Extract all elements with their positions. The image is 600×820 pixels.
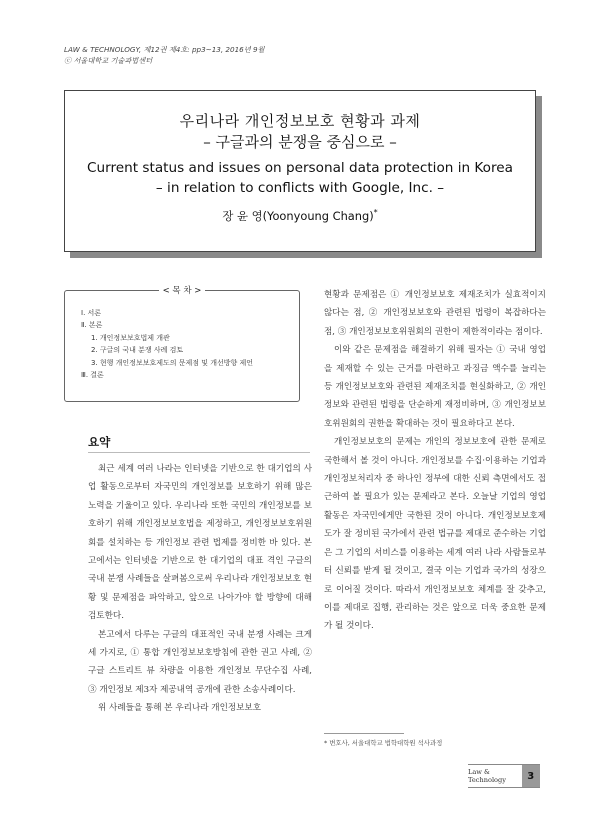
footnote-divider (324, 733, 404, 734)
author-footnote-mark: * (373, 208, 378, 218)
abstract-paragraph: 현황과 문제점은 ① 개인정보보호 제재조치가 실효적이지 않다는 점, ② 개인정보보호와 관련된 법령이 복잡하다는 점, ③ 개인정보보호위원회의 권한이 제한적이라는 점이다. (324, 290, 546, 337)
abstract-paragraph: 최근 세계 여러 나라는 인터넷을 기반으로 한 대기업의 사업 활동으로부터 자국민의 개인정보를 보호하기 위해 많은 노력을 기울이고 있다. 우리나라 또한 국민의 개인정보를 보호하기 위해 개인정보보호법을 제정하고, 개인정보보호위원회를 설치하는 등 개인정보 관련 법제를 정비한 바 있다. 본고에서는 인터넷을 기반으로 한 대기업의 대표 격인 구글의 국내 분쟁 사례들을 살펴봄으로써 우리나라 개인정보보호 현황 및 문제점을 파악하고, 앞으로 나아가야 할 방향에 대해 검토한다. (88, 464, 312, 622)
abstract-paragraph: 위 사례들을 통해 본 우리나라 개인정보보호 (98, 703, 262, 714)
author-footnote: * 변호사, 서울대학교 법학대학원 석사과정 (324, 739, 443, 747)
author-name: 장 윤 영(Yoonyoung Chang) (222, 209, 374, 223)
table-of-contents (64, 286, 300, 402)
toc-item: 2. 구글의 국내 분쟁 사례 검토 (91, 346, 184, 355)
journal-meta (64, 44, 264, 66)
abstract-heading: 요약 (88, 435, 111, 449)
abstract-paragraph: 이와 같은 문제점을 해결하기 위해 필자는 ① 국내 영업을 제재할 수 있는 근거를 마련하고 과징금 액수를 늘리는 등 개인정보보호와 관련된 제재조치를 현실화하고, ② 개인정보와 관련된 법령을 단순하게 재정비하며, ③ 개인정보보호위원회의 권한을 확대하는 것이 필요하다고 본다. (324, 345, 546, 429)
abstract-paragraph: 본고에서 다루는 구글의 대표적인 국내 분쟁 사례는 크게 세 가지로, ① 통합 개인정보보호방침에 관한 권고 사례, ② 구글 스트리트 뷰 차량을 이용한 개인정보 무단수집 사례, ③ 개인정보 제3자 제공내역 공개에 관한 소송사례이다. (88, 629, 312, 695)
title-box (64, 90, 536, 252)
abstract-column-left (88, 460, 312, 718)
author-line (65, 208, 535, 224)
korean-subtitle: – 구글과의 분쟁을 중심으로 – (203, 133, 397, 151)
toc-item: 1. 개인정보보호법제 개관 (91, 333, 170, 342)
toc-item: Ⅰ. 서론 (81, 309, 102, 317)
korean-title: 우리나라 개인정보보호 현황과 과제 (179, 112, 421, 130)
footer-journal-label: Law & Technology (468, 768, 506, 784)
toc-heading: < 목 차 > (159, 286, 206, 296)
abstract-divider (88, 452, 310, 453)
journal-citation: LAW & TECHNOLOGY, 제12권 제4호: pp3~13, 2016년 9월 (64, 45, 265, 54)
abstract-column-right (324, 286, 546, 636)
page-footer (468, 764, 540, 788)
abstract-paragraph: 개인정보보호의 문제는 개인의 정보보호에 관한 문제로 국한해서 볼 것이 아니다. 개인정보를 수집·이용하는 기업과 개인정보처리자 중 하나인 정부에 대한 신뢰 측면에서도 접근하여 볼 필요가 있는 문제라고 본다. 오늘날 기업의 영업활동은 자국민에게만 국한된 것이 아니다. 개인정보보호제도가 잘 정비된 국가에서 관련 법규를 제대로 준수하는 기업은 그 기업의 서비스를 이용하는 세계 여러 나라 사람들로부터 신뢰를 받게 될 것이고, 결국 이는 기업과 국가의 성장으로 이어질 것이다. 따라서 개인정보보호 체계를 잘 갖추고, 이를 제대로 집행, 관리하는 것은 앞으로 더욱 중요한 문제가 될 것이다. (324, 437, 546, 632)
toc-item: Ⅱ. 본론 (81, 321, 103, 330)
english-title: Current status and issues on personal data protection in Korea (87, 160, 513, 176)
english-subtitle: – in relation to conflicts with Google, Inc. – (155, 180, 445, 196)
copyright-line: ⓒ 서울대학교 기술과법센터 (64, 56, 153, 65)
page-number: 3 (522, 765, 540, 787)
toc-list (81, 307, 253, 381)
toc-item: 3. 현행 개인정보보호제도의 문제점 및 개선방향 제언 (91, 358, 254, 367)
toc-item: Ⅲ. 결론 (81, 371, 104, 380)
